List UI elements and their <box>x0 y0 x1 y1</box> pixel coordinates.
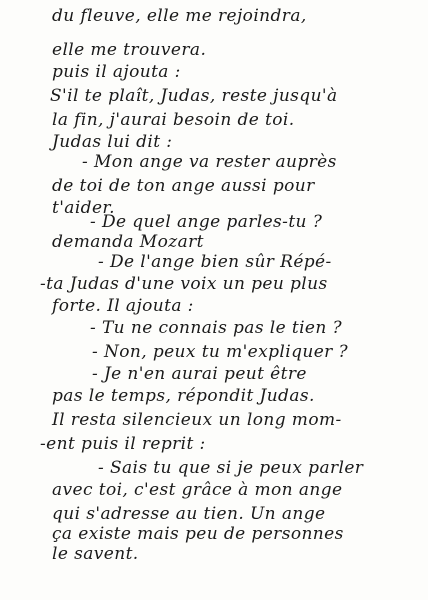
text-line: - Tu ne connais pas le tien ? <box>90 318 343 338</box>
text-line: -ta Judas d'une voix un peu plus <box>40 274 328 294</box>
text-line: - De quel ange parles-tu ? <box>90 212 323 232</box>
text-line: - Je n'en aurai peut être <box>92 364 307 384</box>
text-line: S'il te plaît, Judas, reste jusqu'à <box>50 86 338 106</box>
text-line: -ent puis il reprit : <box>40 434 206 454</box>
text-line: qui s'adresse au tien. Un ange <box>52 504 326 524</box>
text-line: elle me trouvera. <box>52 40 207 60</box>
text-line: Il resta silencieux un long mom- <box>52 410 342 430</box>
text-line: - Non, peux tu m'expliquer ? <box>92 342 349 362</box>
text-line: Judas lui dit : <box>52 132 173 152</box>
text-line: - Mon ange va rester auprès <box>82 152 337 172</box>
text-line: t'aider. <box>52 198 115 218</box>
text-line: forte. Il ajouta : <box>52 296 194 316</box>
text-line: puis il ajouta : <box>52 62 181 82</box>
text-line: demanda Mozart <box>52 232 204 252</box>
text-line: la fin, j'aurai besoin de toi. <box>52 110 295 130</box>
text-line: de toi de ton ange aussi pour <box>52 176 315 196</box>
text-line: pas le temps, répondit Judas. <box>52 386 315 406</box>
text-line: - De l'ange bien sûr Répé- <box>98 252 332 272</box>
text-line: - Sais tu que si je peux parler <box>98 458 364 478</box>
text-line: avec toi, c'est grâce à mon ange <box>52 480 343 500</box>
text-line: du fleuve, elle me rejoindra, <box>52 6 307 26</box>
text-line: ça existe mais peu de personnes <box>52 524 344 544</box>
text-line: le savent. <box>52 544 139 564</box>
